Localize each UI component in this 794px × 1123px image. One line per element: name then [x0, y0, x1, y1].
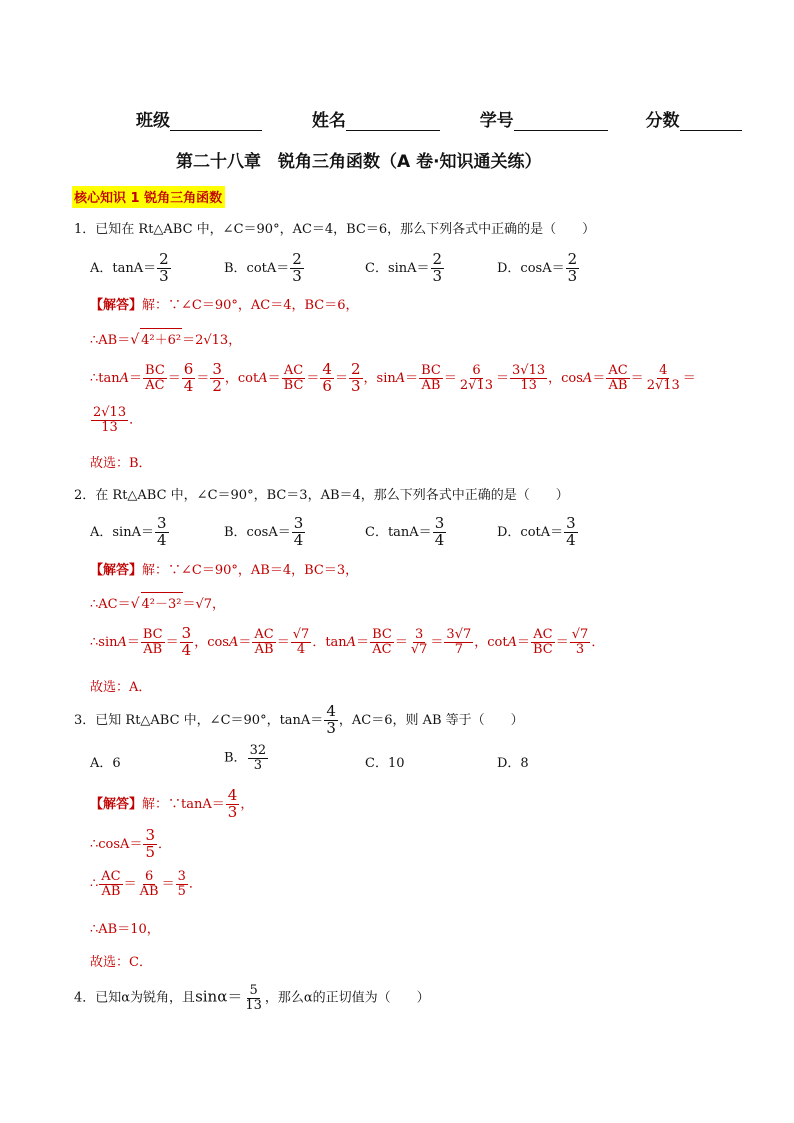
- name-label: 姓名: [311, 111, 346, 131]
- q1-option-c[interactable]: C．sinA＝ $\frac{2}{3}$: [365, 250, 443, 285]
- q3-option-a[interactable]: A．6: [90, 756, 121, 771]
- section-heading: 核心知识 1 锐角三角函数: [72, 186, 225, 208]
- q3-solution-line4: ∴AB＝10，: [90, 922, 160, 937]
- q3-option-b[interactable]: B． $\frac{32}{3}$: [224, 743, 267, 773]
- name-blank[interactable]: [346, 112, 440, 131]
- q2-option-b[interactable]: B．cosA＝ $\frac{3}{4}$: [224, 514, 304, 549]
- q3-answer: 故选：C．: [90, 955, 152, 970]
- question-3-stem: 3．已知 Rt△ABC 中，∠C＝90°，tanA＝ $\frac{4}{3}$ ，AC＝6，则 AB 等于（ ）: [74, 702, 524, 737]
- class-blank[interactable]: [170, 112, 262, 131]
- q1-solution-ratios: ∴tanA＝ $\frac{BC}{AC}$ ＝ $\frac{6}{4}$ ＝ $\frac{3}{2}$ ，cotA＝ $\frac{AC}{BC}$ ＝ $\frac{4}{6}$ ＝ $\frac{2}{3}$ ，sinA＝ $\frac{BC}{AB}$ ＝ $\frac{6}{2√13}$ ＝ $\frac{3√13}{13}$ ，cosA＝ $\frac{AC}{AB}$ ＝ $\frac{4}{2√13}$ ＝: [90, 360, 696, 395]
- header-row: [136, 106, 742, 131]
- q3-option-d[interactable]: D．8: [497, 756, 529, 771]
- score-label: 分数: [645, 111, 680, 131]
- q1-solution-line1: 【解答】解：∵∠C＝90°，AC＝4，BC＝6，: [90, 298, 359, 313]
- id-blank[interactable]: [514, 112, 608, 131]
- question-1-stem: 1．已知在 Rt△ABC 中，∠C＝90°，AC＝4，BC＝6，那么下列各式中正确的是（ ）: [74, 222, 596, 237]
- page-title: 第二十八章 锐角三角函数（A 卷·知识通关练）: [176, 152, 542, 172]
- id-label: 学号: [479, 111, 514, 131]
- class-label: 班级: [136, 111, 170, 131]
- q2-solution-ac: ∴AC＝√ 4²－3²＝√7，: [90, 592, 225, 612]
- q1-option-d[interactable]: D．cosA＝ $\frac{2}{3}$: [497, 250, 578, 285]
- q1-answer: 故选：B．: [90, 456, 152, 471]
- q3-solution-line3: ∴ $\frac{AC}{AB}$ ＝ $\frac{6}{AB}$ ＝ $\frac{3}{5}$ ．: [90, 869, 202, 899]
- q3-solution-line1: 【解答】解：∵tanA＝ $\frac{4}{3}$ ，: [90, 786, 254, 821]
- q1-option-b[interactable]: B．cotA＝ $\frac{2}{3}$: [224, 250, 302, 285]
- question-2-stem: 2．在 Rt△ABC 中，∠C＝90°，BC＝3，AB＝4，那么下列各式中正确的是（ ）: [74, 488, 569, 503]
- q2-solution-ratios: ∴sinA＝ $\frac{BC}{AB}$ ＝ $\frac{3}{4}$ ，cosA＝ $\frac{AC}{AB}$ ＝ $\frac{√7}{4}$ ．tanA＝ $\frac{BC}{AC}$ ＝ $\frac{3}{√7}$ ＝ $\frac{3√7}{7}$ ，cotA＝ $\frac{AC}{BC}$ ＝ $\frac{√7}{3}$ ．: [90, 624, 605, 659]
- q2-option-a[interactable]: A．sinA＝ $\frac{3}{4}$: [90, 514, 167, 549]
- question-4-stem: 4．已知α为锐角，且sinα＝ $\frac{5}{13}$ ，那么α的正切值为（ ）: [74, 983, 430, 1013]
- q2-answer: 故选：A．: [90, 680, 152, 695]
- q1-option-a[interactable]: A．tanA＝ $\frac{2}{3}$: [90, 250, 169, 285]
- score-blank[interactable]: [680, 112, 742, 131]
- q3-option-c[interactable]: C．10: [365, 756, 405, 771]
- q2-option-c[interactable]: C．tanA＝ $\frac{3}{4}$: [365, 514, 445, 549]
- q1-solution-cos-result: $\frac{2√13}{13}$ ．: [93, 405, 143, 435]
- q3-solution-line2: ∴cosA＝ $\frac{3}{5}$ ．: [90, 826, 172, 861]
- q2-solution-line1: 【解答】解：∵∠C＝90°，AB＝4，BC＝3，: [90, 563, 359, 578]
- q1-solution-ab: ∴AB＝√ 4²＋6²＝2√13，: [90, 328, 241, 348]
- q2-option-d[interactable]: D．cotA＝ $\frac{3}{4}$: [497, 514, 576, 549]
